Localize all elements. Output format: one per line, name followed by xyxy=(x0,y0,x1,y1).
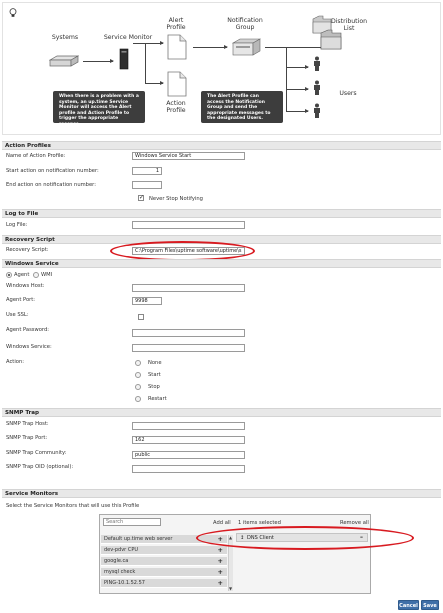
action-start-radio[interactable] xyxy=(135,372,141,378)
monitor-to-action-arrow xyxy=(145,83,163,84)
alert-profile-label-line1: Alert xyxy=(168,17,184,24)
group-to-user2-arrow xyxy=(286,89,308,90)
callout-left: When there is a problem with a system, an up.time Service Monitor will access the Alert profile and Action Profile to trigger the appropriate resonse. xyxy=(53,91,145,123)
start-action-input[interactable] xyxy=(132,167,162,175)
action-profiles-header: Action Profiles xyxy=(2,141,441,150)
distribution-list-folder-icon xyxy=(319,29,343,51)
group-to-user3-arrow xyxy=(286,111,308,112)
windows-host-input[interactable] xyxy=(132,284,245,292)
end-action-input[interactable] xyxy=(132,181,162,189)
alert-profile-label-line2: Profile xyxy=(166,24,186,31)
systems-label: Systems xyxy=(51,34,79,41)
workflow-diagram xyxy=(2,2,441,135)
available-monitor-label: Default up.time web server xyxy=(104,536,173,542)
recovery-script-input[interactable]: C:\Program Files\uptime software\uptime\s xyxy=(132,247,245,255)
agent-radio-label: Agent xyxy=(14,272,30,278)
systems-to-monitor-arrow xyxy=(83,61,113,62)
user-icon xyxy=(313,56,321,72)
never-stop-checkbox[interactable] xyxy=(138,195,144,201)
drag-handle-icon[interactable]: ↕ xyxy=(240,535,245,541)
wmi-radio-label: WMI xyxy=(41,272,53,278)
remove-all-link[interactable]: Remove all xyxy=(340,520,369,526)
wmi-radio[interactable] xyxy=(33,272,39,278)
action-profile-document-icon xyxy=(167,71,187,97)
service-monitor-selector xyxy=(99,514,371,594)
agent-password-input[interactable] xyxy=(132,329,245,337)
action-label: Action: xyxy=(6,359,24,365)
action-stop-radio[interactable] xyxy=(135,384,141,390)
action-none-label: None xyxy=(148,360,162,366)
snmp-community-input[interactable]: public xyxy=(132,451,245,459)
lightbulb-icon xyxy=(9,8,17,18)
windows-service-header: Windows Service xyxy=(2,259,441,268)
recovery-script-label: Recovery Script: xyxy=(6,247,49,253)
available-monitor-item[interactable] xyxy=(101,557,227,566)
action-profile-label-line1: Action xyxy=(166,100,186,107)
scroll-up-icon[interactable]: ▲ xyxy=(229,535,233,540)
agent-port-input[interactable]: 9998 xyxy=(132,297,162,305)
add-all-link[interactable]: Add all xyxy=(213,520,231,526)
snmp-trap-header: SNMP Trap xyxy=(2,408,441,417)
log-file-input[interactable] xyxy=(132,221,245,229)
add-icon[interactable]: + xyxy=(217,535,223,543)
start-action-value: 1 xyxy=(155,168,159,174)
action-start-label: Start xyxy=(148,372,161,378)
action-profile-label-line2: Profile xyxy=(166,107,186,114)
available-monitor-label: PING-10.1.52.57 xyxy=(104,580,145,586)
recovery-script-header: Recovery Script xyxy=(2,235,441,244)
available-monitor-item[interactable] xyxy=(101,546,227,555)
server-icon xyxy=(49,55,79,67)
selected-count: 1 items selected xyxy=(238,520,281,526)
available-monitor-label: google.ca xyxy=(104,558,129,564)
use-ssl-checkbox[interactable] xyxy=(138,314,144,320)
monitor-branch-line xyxy=(145,43,146,83)
user-icon xyxy=(313,80,321,96)
group-to-user1-arrow xyxy=(286,67,308,68)
notification-group-label-line2: Group xyxy=(235,24,255,31)
alert-profile-label xyxy=(161,17,191,31)
agent-password-label: Agent Password: xyxy=(6,327,49,333)
action-profile-label xyxy=(161,100,191,114)
distribution-list-label-line1: Distribution xyxy=(330,18,368,25)
available-monitor-label: mysql check xyxy=(104,569,136,575)
available-list-scrollbar[interactable] xyxy=(228,535,233,591)
service-monitor-search-input[interactable] xyxy=(103,518,161,526)
snmp-community-label: SNMP Trap Community: xyxy=(6,450,67,456)
action-restart-radio[interactable] xyxy=(135,396,141,402)
monitor-to-alert-arrow xyxy=(133,43,163,44)
scroll-down-icon[interactable]: ▼ xyxy=(229,586,233,591)
log-file-label: Log File: xyxy=(6,222,28,228)
monitor-tower-icon xyxy=(119,48,129,70)
service-monitors-header: Service Monitors xyxy=(2,489,441,498)
snmp-oid-input[interactable] xyxy=(132,465,245,473)
windows-service-input[interactable] xyxy=(132,344,245,352)
action-profile-name-label: Name of Action Profile: xyxy=(6,153,66,159)
service-monitor-label: Service Monitor xyxy=(103,34,153,41)
agent-radio[interactable] xyxy=(6,272,12,278)
add-icon[interactable]: + xyxy=(217,546,223,554)
distribution-list-label xyxy=(325,18,373,32)
action-profile-name-input[interactable]: Windows Service Start xyxy=(132,152,245,160)
snmp-host-label: SNMP Trap Host: xyxy=(6,421,49,427)
action-none-radio[interactable] xyxy=(135,360,141,366)
user-icon xyxy=(313,103,321,119)
never-stop-label: Never Stop Notifying xyxy=(149,196,203,202)
notification-group-label-line1: Notification xyxy=(227,17,263,24)
windows-service-label: Windows Service: xyxy=(6,344,52,350)
alert-to-group-arrow xyxy=(193,47,227,48)
snmp-host-input[interactable] xyxy=(132,422,245,430)
users-label: Users xyxy=(339,90,357,97)
notification-group-label xyxy=(219,17,271,31)
available-monitor-item[interactable] xyxy=(101,568,227,577)
notification-group-icon xyxy=(231,38,261,56)
add-icon[interactable]: + xyxy=(217,568,223,576)
end-action-label: End action on notification number: xyxy=(6,182,96,188)
cancel-button[interactable]: Cancel xyxy=(398,600,419,610)
service-monitors-description: Select the Service Monitors that will use this Profile xyxy=(6,503,140,509)
selected-monitor-item[interactable] xyxy=(236,533,368,542)
users-trunk-line xyxy=(286,47,287,111)
start-action-label: Start action on notification number: xyxy=(6,168,99,174)
log-to-file-header: Log to File xyxy=(2,209,441,218)
snmp-port-input[interactable]: 162 xyxy=(132,436,245,444)
windows-host-label: Windows Host: xyxy=(6,283,45,289)
available-monitor-label: dev-pdvr CPU xyxy=(104,547,138,553)
distribution-list-label-line2: List xyxy=(343,25,355,32)
snmp-oid-label: SNMP Trap OID (optional): xyxy=(6,464,74,470)
available-monitor-item[interactable] xyxy=(101,579,227,588)
selected-monitor-label: DNS Client xyxy=(247,535,274,541)
add-icon[interactable]: + xyxy=(217,557,223,565)
save-button[interactable]: Save xyxy=(421,600,439,610)
action-restart-label: Restart xyxy=(148,396,167,402)
remove-icon[interactable]: – xyxy=(360,534,363,541)
available-monitor-item[interactable] xyxy=(101,535,227,544)
action-stop-label: Stop xyxy=(148,384,160,390)
use-ssl-label: Use SSL: xyxy=(6,312,29,318)
snmp-port-label: SNMP Trap Port: xyxy=(6,435,48,441)
agent-port-label: Agent Port: xyxy=(6,297,36,303)
callout-right: The Alert Profile can access the Notification Group and send the appropriate messages to the designated Users. xyxy=(201,91,283,123)
add-icon[interactable]: + xyxy=(217,579,223,587)
group-to-distribution-arrow xyxy=(265,47,325,48)
alert-profile-document-icon xyxy=(167,34,187,60)
